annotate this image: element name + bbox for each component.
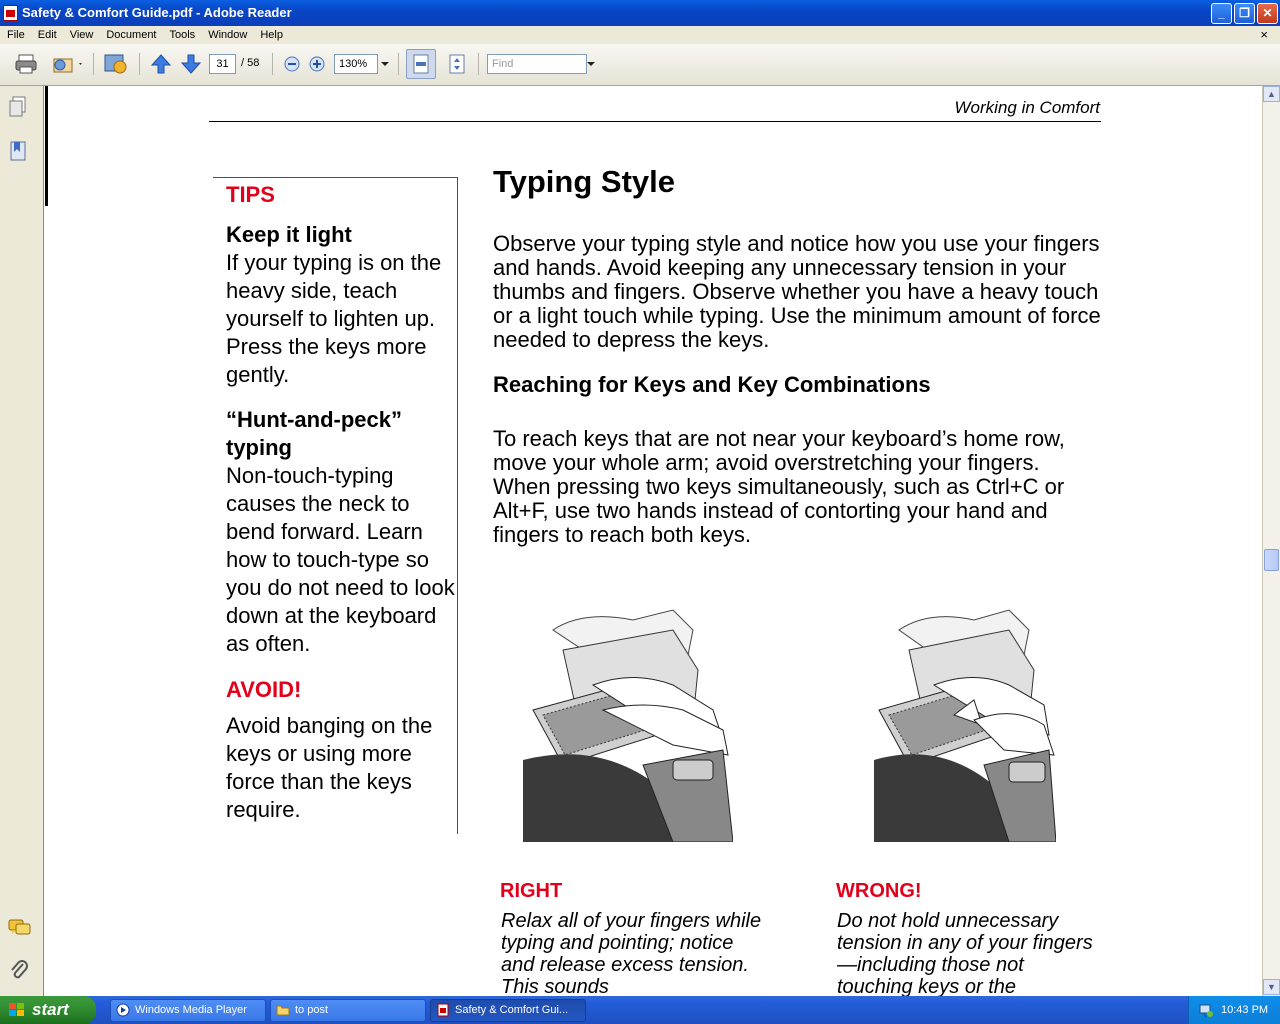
page-edge bbox=[45, 86, 48, 206]
organizer-icon[interactable] bbox=[100, 52, 132, 76]
task-to-post-folder[interactable] bbox=[270, 999, 426, 1022]
restore-button[interactable]: ❐ bbox=[1234, 3, 1255, 24]
avoid-text: Avoid banging on the keys or using more force than the keys require. bbox=[226, 713, 433, 822]
system-tray bbox=[1188, 996, 1280, 1024]
menu-window[interactable]: Window bbox=[208, 29, 248, 41]
typing-style-paragraph: Observe your typing style and notice how you use your fingers and hands. Avoid keeping any unnecessary tension in your thumbs and fingers. Observe whether you have a heavy touch or a light touch while typing. Use the minimum amount of force needed to depress the keys. bbox=[493, 231, 1101, 352]
menu-help[interactable]: Help bbox=[260, 29, 283, 41]
header-divider bbox=[209, 121, 1101, 122]
previous-page-icon[interactable] bbox=[148, 52, 174, 76]
task-label: to post bbox=[295, 1004, 329, 1016]
tip-hunt-and-peck-text: Non-touch-typing causes the neck to bend forward. Learn how to touch-type so you do not need to look down at the keyboard as often. bbox=[226, 463, 455, 656]
find-dropdown-icon[interactable] bbox=[586, 52, 596, 76]
zoom-dropdown-icon[interactable] bbox=[379, 52, 391, 76]
scroll-up-icon[interactable]: ▲ bbox=[1263, 86, 1280, 102]
media-player-icon bbox=[116, 1003, 130, 1017]
fit-page-icon[interactable] bbox=[444, 52, 470, 76]
illustration-wrong-typing bbox=[874, 590, 1056, 847]
menu-view[interactable]: View bbox=[69, 29, 94, 41]
right-caption-text: Relax all of your fingers while typing and pointing; notice and release excess tension. This sounds bbox=[501, 910, 762, 996]
menu-tools[interactable]: Tools bbox=[169, 29, 196, 41]
email-share-icon[interactable] bbox=[50, 52, 86, 76]
tip-keep-it-light-text: If your typing is on the heavy side, teach yourself to lighten up. Press the keys more gently. bbox=[226, 250, 442, 387]
tip-keep-it-light-title: Keep it light bbox=[226, 222, 352, 247]
page-number-input[interactable]: 31 bbox=[209, 54, 236, 74]
fit-width-icon[interactable] bbox=[406, 49, 436, 79]
zoom-in-icon[interactable] bbox=[306, 52, 328, 76]
document-view[interactable] bbox=[45, 86, 1260, 996]
close-button[interactable]: ✕ bbox=[1257, 3, 1278, 24]
menu-file[interactable]: File bbox=[7, 29, 25, 41]
pdf-app-icon[interactable] bbox=[3, 5, 18, 21]
next-page-icon[interactable] bbox=[178, 52, 204, 76]
pages-panel-icon[interactable] bbox=[8, 96, 30, 125]
tips-heading: TIPS bbox=[226, 182, 275, 207]
start-label: start bbox=[32, 1000, 69, 1019]
task-adobe-reader[interactable] bbox=[430, 999, 586, 1022]
windows-logo-icon bbox=[9, 1003, 25, 1017]
comments-panel-icon[interactable] bbox=[8, 918, 32, 943]
wrong-caption-label: WRONG! bbox=[836, 880, 922, 902]
menu-bar bbox=[0, 26, 1280, 44]
scroll-down-icon[interactable]: ▼ bbox=[1263, 979, 1280, 995]
task-windows-media-player[interactable] bbox=[110, 999, 266, 1022]
start-button[interactable] bbox=[0, 996, 96, 1024]
running-header: Working in Comfort bbox=[954, 98, 1100, 117]
windows-taskbar bbox=[0, 996, 1280, 1024]
attachments-panel-icon[interactable] bbox=[9, 960, 29, 987]
tips-sidebar bbox=[213, 177, 458, 834]
tip-hunt-and-peck-title: “Hunt-and-peck” typing bbox=[226, 407, 402, 460]
zoom-out-icon[interactable] bbox=[281, 52, 303, 76]
clock: 10:43 PM bbox=[1221, 1004, 1269, 1016]
section-heading: Reaching for Keys and Key Combinations bbox=[493, 372, 931, 397]
reaching-keys-paragraph: To reach keys that are not near your keyboard’s home row, move your whole arm; avoid overstretching your fingers. When pressing two keys simultaneously, such as Ctrl+C or Alt+F, use two hands instead of contorting your hand and fingers to reach both keys. bbox=[493, 426, 1065, 547]
window-title: Safety & Comfort Guide.pdf - Adobe Reader bbox=[22, 5, 292, 20]
right-caption-label: RIGHT bbox=[500, 880, 563, 902]
task-label: Windows Media Player bbox=[135, 1004, 247, 1016]
toolbar bbox=[0, 44, 1280, 86]
menu-edit[interactable]: Edit bbox=[37, 29, 57, 41]
bookmarks-panel-icon[interactable] bbox=[8, 140, 30, 169]
page-total-label: / 58 bbox=[241, 57, 260, 69]
vertical-scrollbar[interactable] bbox=[1262, 86, 1280, 996]
title-bar[interactable] bbox=[0, 0, 1280, 26]
minimize-button[interactable]: _ bbox=[1211, 3, 1232, 24]
zoom-level-input[interactable]: 130% bbox=[334, 54, 378, 74]
pdf-icon bbox=[436, 1003, 450, 1017]
page-title: Typing Style bbox=[493, 164, 676, 199]
print-icon[interactable] bbox=[12, 52, 40, 76]
document-close-icon[interactable]: × bbox=[1260, 27, 1268, 42]
menu-document[interactable]: Document bbox=[106, 29, 157, 41]
scrollbar-thumb[interactable] bbox=[1264, 549, 1279, 571]
network-icon[interactable] bbox=[1198, 1002, 1214, 1018]
folder-icon bbox=[276, 1003, 290, 1017]
illustration-right-typing bbox=[523, 590, 733, 847]
find-input[interactable]: Find bbox=[487, 54, 587, 74]
task-label: Safety & Comfort Gui... bbox=[455, 1004, 569, 1016]
avoid-heading: AVOID! bbox=[226, 677, 302, 702]
navigation-pane bbox=[0, 86, 44, 996]
wrong-caption-text: Do not hold unnecessary tension in any of your fingers—including those not touching keys or the bbox=[837, 910, 1093, 996]
